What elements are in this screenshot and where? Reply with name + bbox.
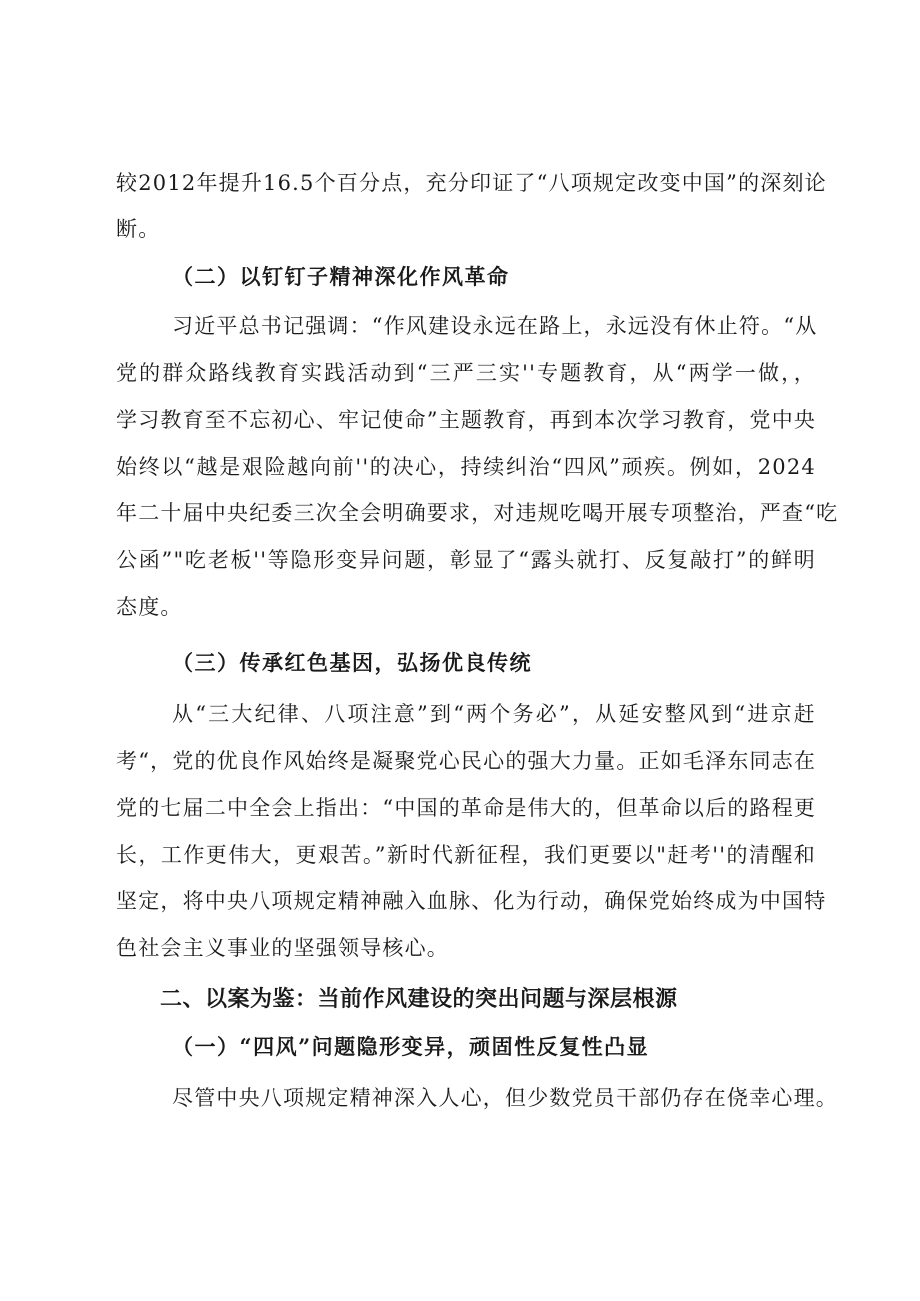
paragraph-first-line: 尽管中央八项规定精神深入人心，但少数党员干部仍存在侥幸心理。 [172, 1086, 838, 1110]
paragraph-first-line: 从“三大纪律、八项注意”到“两个务必”，从延安整风到“进京赶 [172, 702, 816, 726]
body-line: 考“，党的优良作风始终是凝聚党心民心的强大力量。正如毛泽东同志在 [116, 749, 817, 773]
section-heading: （三）传承红色基因，弘扬优良传统 [172, 650, 532, 675]
body-line: 坚定，将中央八项规定精神融入血脉、化为行动，确保党始终成为中国特 [116, 889, 827, 913]
section-heading: （一）“四风”问题隐形变异，顽固性反复性凸显 [172, 1034, 650, 1059]
body-line: 年二十届中央纪委三次全会明确要求，对违规吃喝开展专项整治，严查“吃 [116, 501, 839, 525]
body-line: 断。 [116, 217, 161, 241]
body-line: 学习教育至不忘初心、牢记使命”主题教育，再到本次学习教育，党中央 [116, 408, 817, 432]
body-line: 党的七届二中全会上指出：“中国的革命是伟大的，但革命以后的路程更 [116, 796, 817, 820]
body-line: 较2012年提升16.5个百分点，充分印证了“八项规定改变中国”的深刻论 [116, 171, 827, 195]
body-line: 态度。 [116, 595, 183, 619]
section-heading: （二）以钉钉子精神深化作风革命 [172, 264, 510, 289]
chapter-heading: 二、以案为鉴：当前作风建设的突出问题与深层根源 [160, 987, 678, 1012]
paragraph-first-line: 习近平总书记强调：“作风建设永远在路上，永远没有休止符。“从 [172, 314, 818, 338]
body-line: 公函”"吃老板''等隐形变异问题，彰显了“露头就打、反复敲打”的鲜明 [116, 548, 816, 572]
body-line: 党的群众路线教育实践活动到“三严三实''专题教育，从“两学一做，， [116, 361, 816, 385]
body-line: 长，工作更伟大，更艰苦。”新时代新征程，我们更要以"赶考''的清醒和 [116, 843, 816, 867]
body-line: 色社会主义事业的坚强领导核心。 [116, 936, 449, 960]
body-line: 始终以“越是艰险越向前''的决心，持续纠治“四风”顽疾。例如，2024 [116, 455, 816, 479]
